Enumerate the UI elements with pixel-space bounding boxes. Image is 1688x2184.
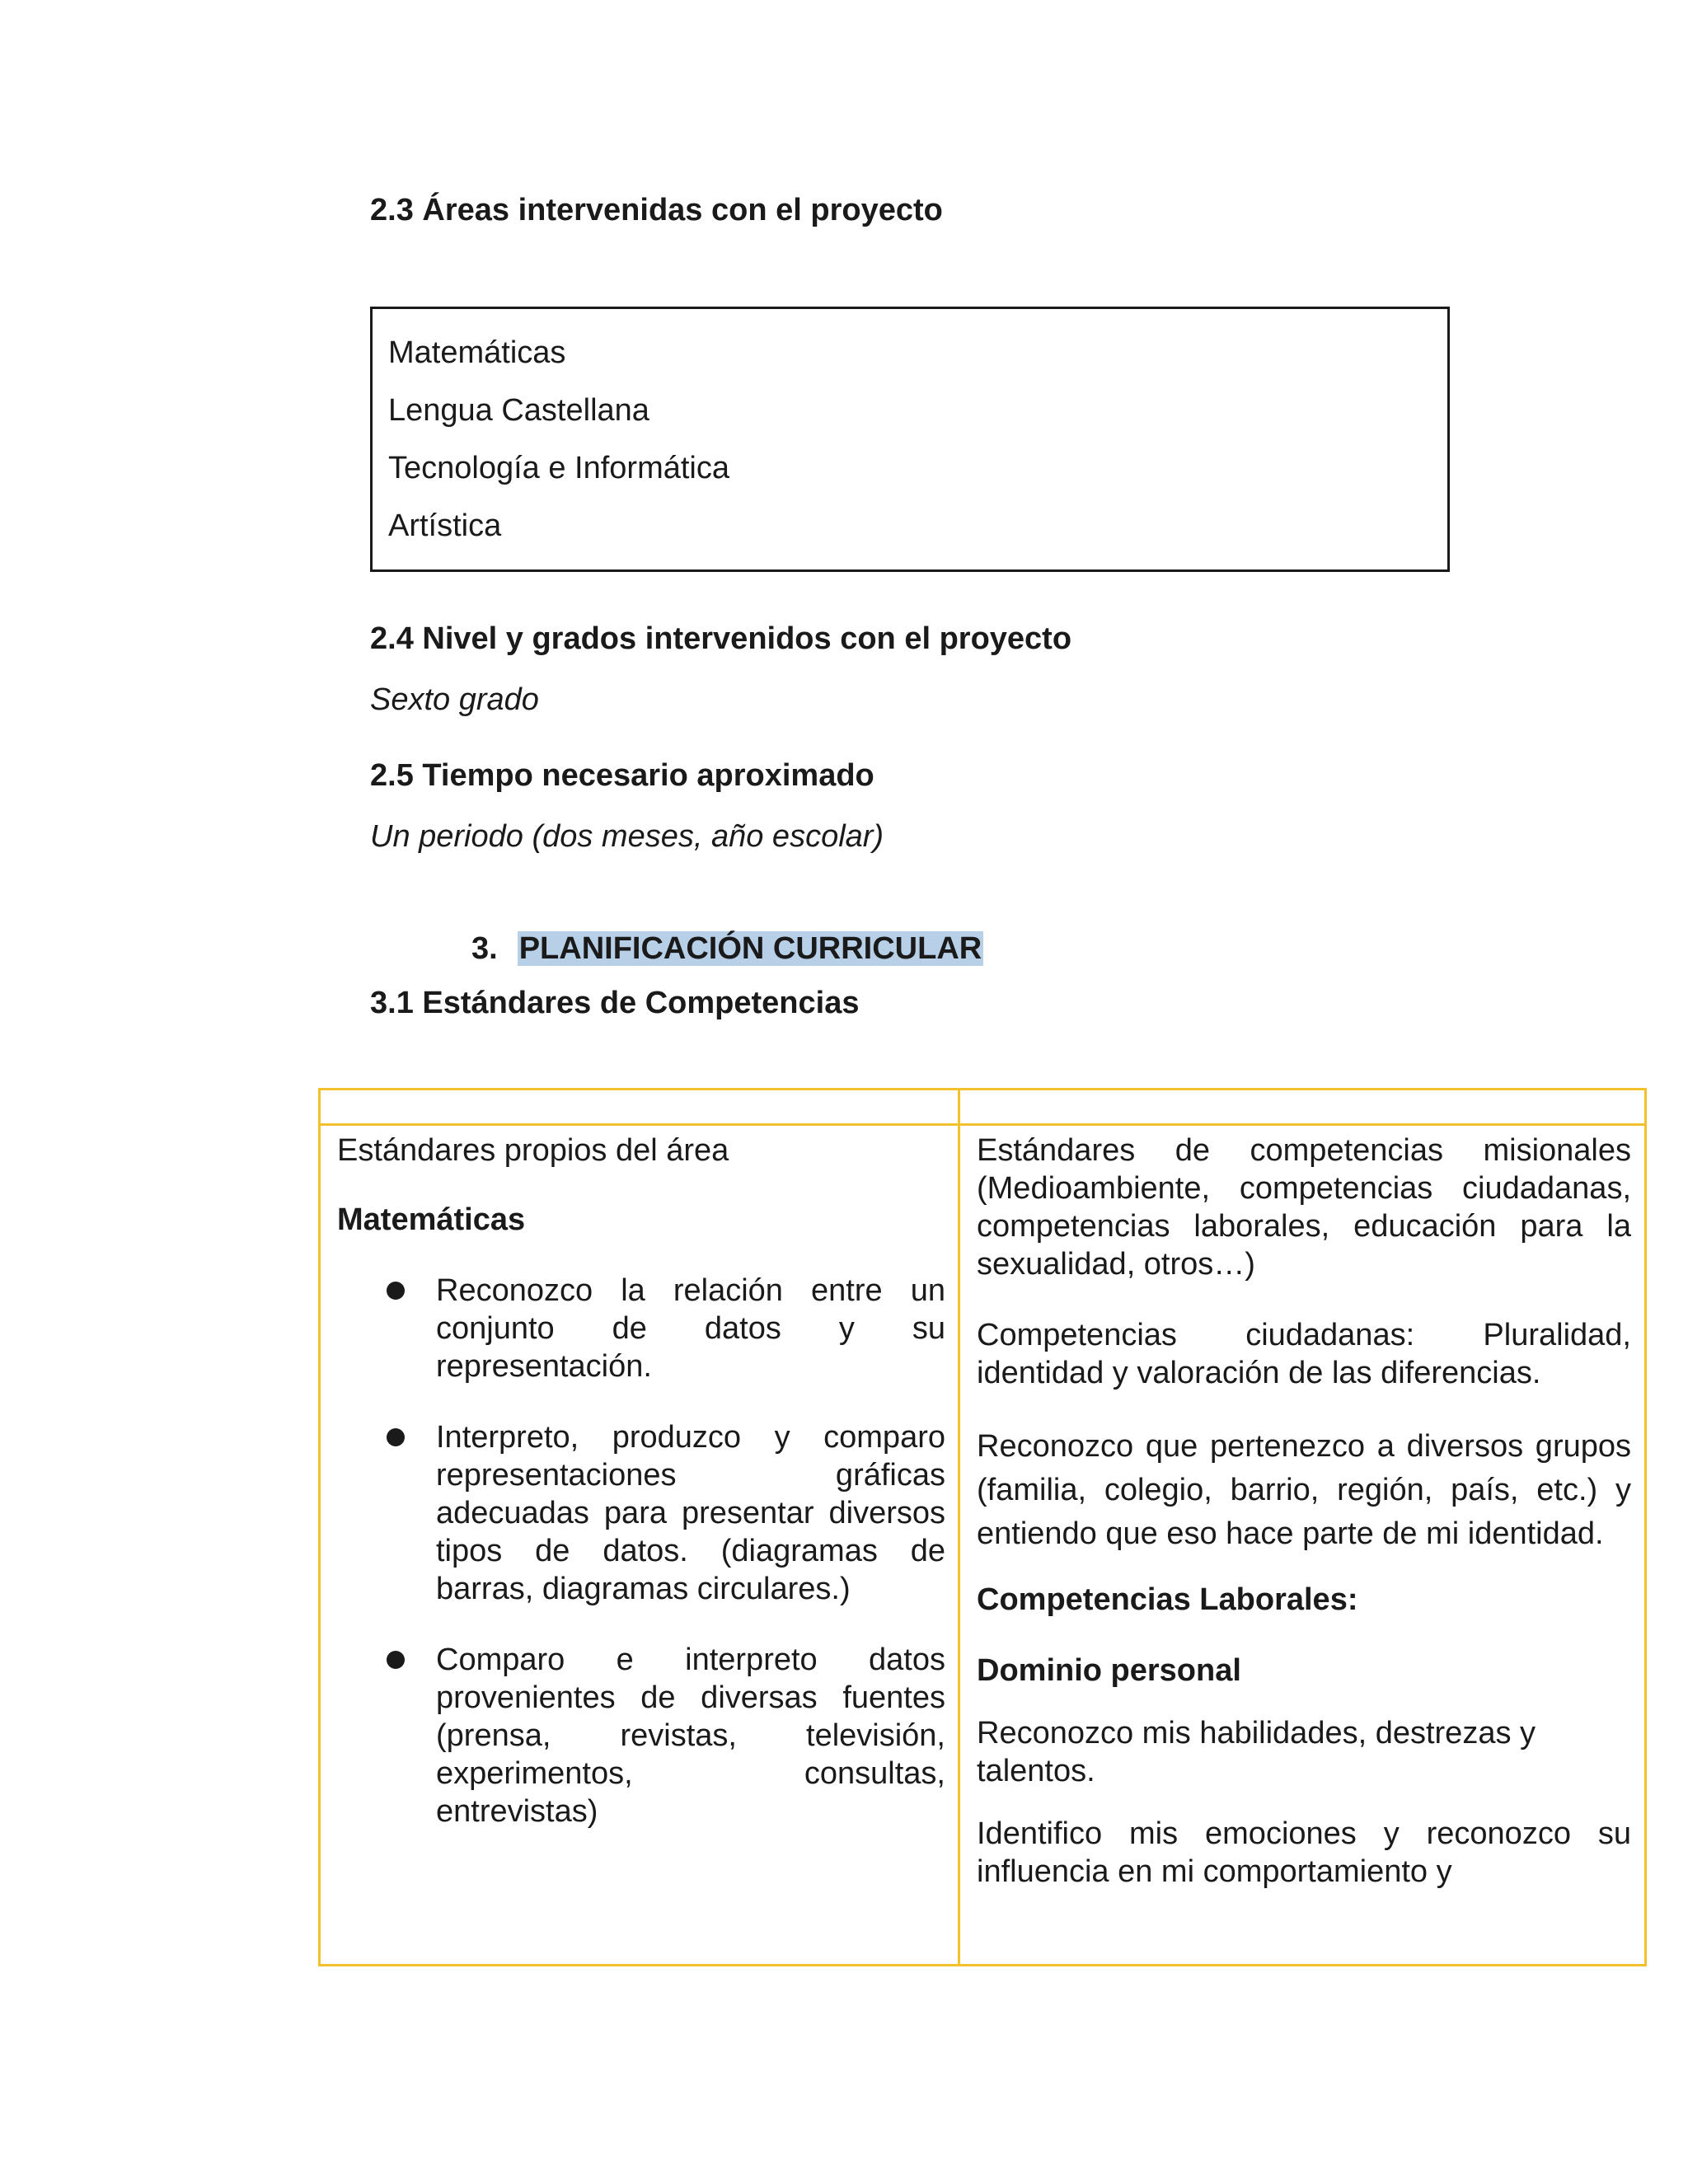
area-item: Lengua Castellana	[388, 393, 649, 428]
areas-box	[370, 307, 1450, 572]
subject-heading: Matemáticas	[337, 1202, 526, 1237]
list-item	[337, 1418, 945, 1608]
list-item-text: Reconozco la relación entre un conjunto de datos y su representación.	[436, 1273, 945, 1384]
areas-list	[388, 324, 729, 555]
time-estimate-text: Un periodo (dos meses, año escolar)	[370, 819, 884, 854]
area-standards-cell	[337, 1132, 945, 1830]
bullet-icon	[387, 1651, 405, 1669]
area-item: Tecnología e Informática	[388, 451, 730, 485]
section-2-5-heading: 2.5 Tiempo necesario aproximado	[370, 758, 874, 793]
section-3-number: 3.	[471, 931, 498, 966]
grade-level-text: Sexto grado	[370, 682, 539, 717]
area-item: Artística	[388, 509, 502, 543]
emotions-text: Identifico mis emociones y reconozco su influencia en mi comportamiento y	[977, 1816, 1631, 1889]
section-3-title: PLANIFICACIÓN CURRICULAR	[518, 931, 982, 966]
citizenship-competencies-text: Competencias ciudadanas: Pluralidad, identidad y valoración de las diferencias.	[977, 1318, 1631, 1390]
section-3-heading	[471, 927, 983, 970]
mission-standards-header: Estándares de competencias misionales (Medioambiente, competencias ciudadanas, competencias laborales, educación para la sexualidad, otros…)	[977, 1133, 1631, 1282]
section-2-4-heading: 2.4 Nivel y grados intervenidos con el proyecto	[370, 621, 1072, 656]
area-item: Matemáticas	[388, 335, 566, 370]
mission-standards-cell	[977, 1132, 1631, 1891]
groups-belonging-text: Reconozco que pertenezco a diversos grupos (familia, colegio, barrio, región, país, etc.) y entiendo que eso hace parte de mi identidad.	[977, 1429, 1631, 1551]
table-header-divider	[321, 1123, 1644, 1126]
section-3-1-heading: 3.1 Estándares de Competencias	[370, 986, 860, 1020]
list-item	[337, 1272, 945, 1385]
list-item-text: Comparo e interpreto datos provenientes de diversas fuentes (prensa, revistas, televisión, experimentos, consultas, entrevistas)	[436, 1643, 945, 1829]
bullet-icon	[387, 1428, 405, 1446]
bullet-icon	[387, 1282, 405, 1300]
list-item	[337, 1641, 945, 1830]
section-2-3-heading: 2.3 Áreas intervenidas con el proyecto	[370, 193, 943, 227]
list-item-text: Interpreto, produzco y comparo representaciones gráficas adecuadas para presentar diversos tipos de datos. (diagramas de barras, diagramas circulares.)	[436, 1420, 945, 1606]
table-column-divider	[958, 1090, 960, 1964]
area-standards-header: Estándares propios del área	[337, 1133, 729, 1168]
standards-table	[318, 1088, 1647, 1966]
personal-domain-heading: Dominio personal	[977, 1653, 1241, 1688]
labor-competencies-heading: Competencias Laborales:	[977, 1582, 1358, 1617]
skills-text: Reconozco mis habilidades, destrezas y talentos.	[977, 1716, 1536, 1788]
math-standards-list	[337, 1272, 945, 1830]
